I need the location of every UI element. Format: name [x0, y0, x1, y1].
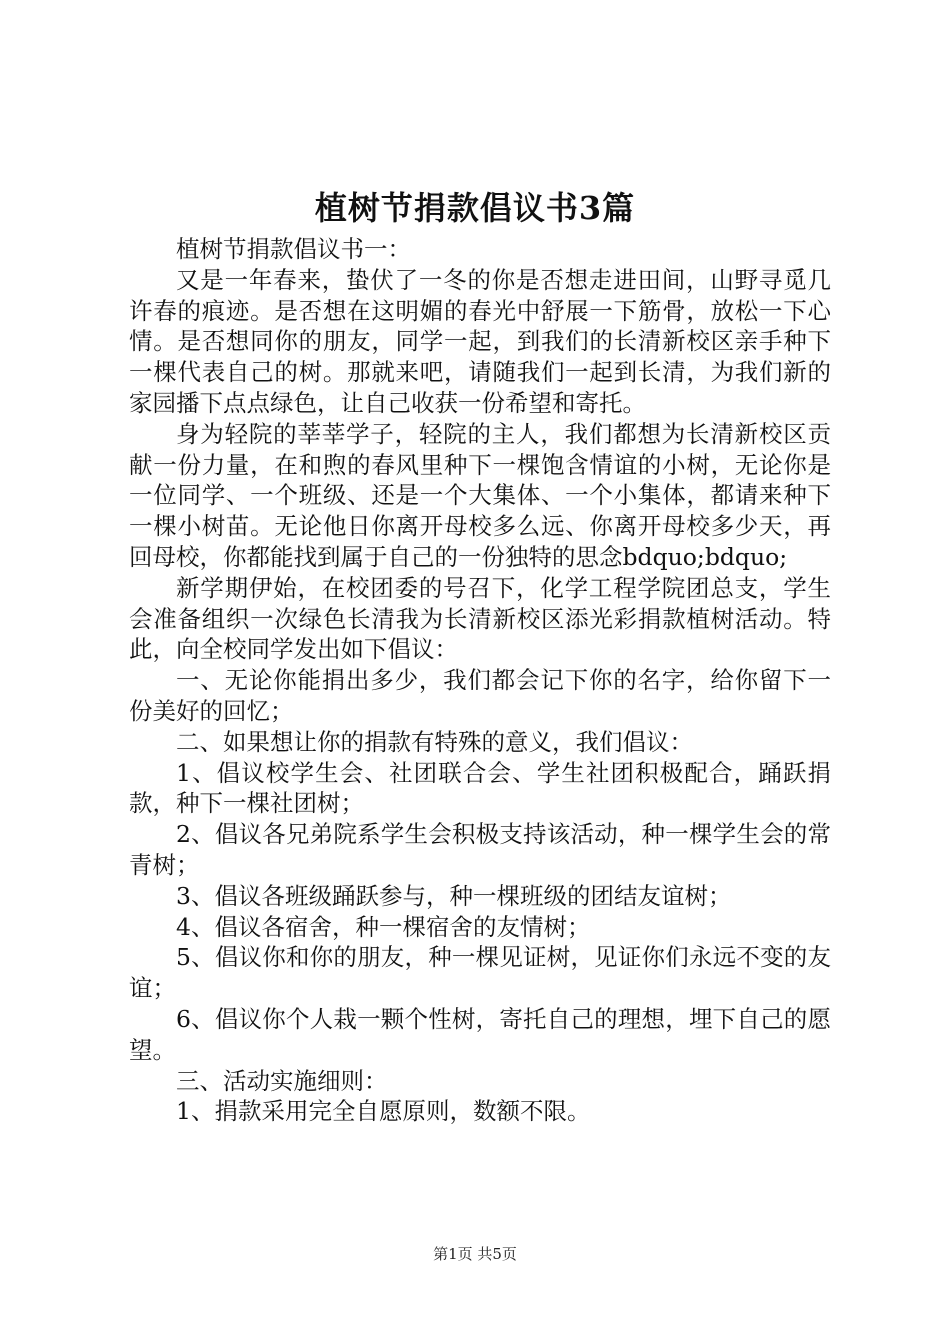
paragraph: 二、如果想让你的捐款有特殊的意义，我们倡议： — [176, 727, 693, 756]
paragraph: 1、倡议校学生会、社团联合会、学生社团积极配合，踊跃捐款，种下一棵社团树； — [129, 758, 831, 818]
paragraph: 5、倡议你和你的朋友，种一棵见证树，见证你们永远不变的友谊； — [129, 943, 831, 1003]
paragraph: 又是一年春来，蛰伏了一冬的你是否想走进田间，山野寻觅几许春的痕迹。是否想在这明媚的春光中舒展一下筋骨，放松一下心情。是否想同你的朋友，同学一起，到我们的长清新校区亲手种下一棵代表自己的树。那就来吧，请随我们一起到长清，为我们新的家园播下点点绿色，让自己收获一份希望和寄托。 — [129, 265, 831, 417]
paragraph: 三、活动实施细则： — [176, 1066, 388, 1095]
document-title: 植树节捐款倡议书3篇 — [314, 189, 636, 227]
paragraph: 植树节捐款倡议书一： — [176, 235, 411, 263]
paragraph: 1、捐款采用完全自愿原则，数额不限。 — [176, 1097, 591, 1126]
paragraph: 4、倡议各宿舍，种一棵宿舍的友情树； — [176, 912, 591, 941]
paragraph: 6、倡议你个人栽一颗个性树，寄托自己的理想，埋下自己的愿望。 — [129, 1004, 831, 1064]
document-body — [129, 234, 831, 1127]
page-footer: 第1页 共5页 — [433, 1245, 517, 1263]
paragraph: 3、倡议各班级踊跃参与，种一棵班级的团结友谊树； — [176, 881, 732, 910]
paragraph: 2、倡议各兄弟院系学生会积极支持该活动，种一棵学生会的常青树； — [129, 820, 831, 879]
paragraph: 新学期伊始，在校团委的号召下，化学工程学院团总支，学生会准备组织一次绿色长清我为长清新校区添光彩捐款植树活动。特此，向全校同学发出如下倡议： — [129, 573, 831, 664]
paragraph: 一、无论你能捐出多少，我们都会记下你的名字，给你留下一份美好的回忆； — [129, 666, 831, 725]
paragraph: 身为轻院的莘莘学子，轻院的主人，我们都想为长清新校区贡献一份力量，在和煦的春风里种下一棵饱含情谊的小树，无论你是一位同学、一个班级、还是一个大集体、一个小集体，都请来种下一棵小树苗。无论他日你离开母校多么远、你离开母校多少天，再回母校，你都能找到属于自己的一份独特的思念bdquo;bdquo; — [129, 419, 831, 571]
